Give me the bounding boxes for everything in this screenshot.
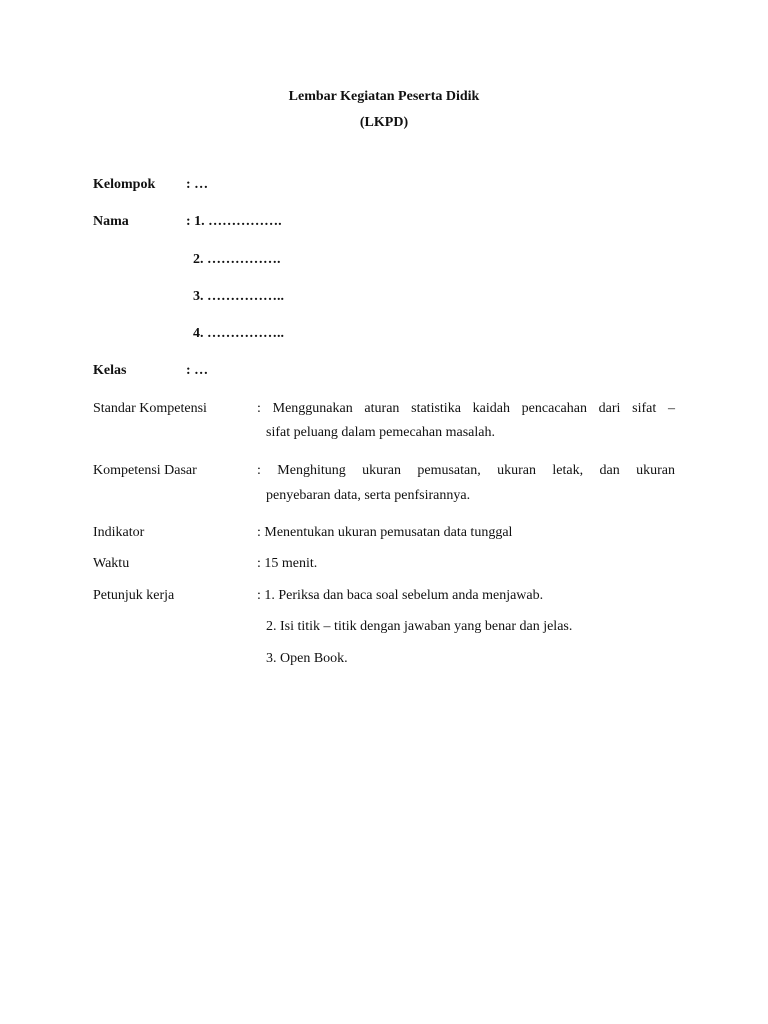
nama-entry-1: : 1. ……………. — [186, 214, 282, 229]
kelas-label: Kelas — [93, 363, 127, 378]
nama-entry-2: 2. ……………. — [193, 252, 281, 267]
petunjuk-kerja-label: Petunjuk kerja — [93, 588, 175, 603]
kompetensi-dasar-label: Kompetensi Dasar — [93, 463, 197, 478]
nama-label: Nama — [93, 214, 129, 229]
standar-kompetensi-line-2: sifat peluang dalam pemecahan masalah. — [266, 425, 495, 440]
waktu-value: : 15 menit. — [257, 556, 318, 571]
kelas-value: : … — [186, 363, 209, 378]
kompetensi-dasar-line-2: penyebaran data, serta penfsirannya. — [266, 488, 471, 503]
nama-entry-3: 3. …………….. — [193, 289, 284, 304]
petunjuk-item-3: 3. Open Book. — [266, 651, 348, 666]
petunjuk-item-2: 2. Isi titik – titik dengan jawaban yang benar dan jelas. — [266, 619, 573, 634]
nama-entry-4: 4. …………….. — [193, 326, 284, 341]
indikator-label: Indikator — [93, 525, 145, 540]
petunjuk-item-1: : 1. Periksa dan baca soal sebelum anda menjawab. — [257, 588, 544, 603]
document-title: Lembar Kegiatan Peserta Didik — [288, 89, 480, 104]
kompetensi-dasar-line-1: : Menghitung ukuran pemusatan, ukuran letak, dan ukuran — [257, 463, 675, 478]
document-subtitle: (LKPD) — [359, 115, 409, 130]
standar-kompetensi-label: Standar Kompetensi — [93, 401, 207, 416]
indikator-value: : Menentukan ukuran pemusatan data tunggal — [257, 525, 513, 540]
standar-kompetensi-line-1: : Menggunakan aturan statistika kaidah pencacahan dari sifat – — [257, 401, 675, 416]
kelompok-label: Kelompok — [93, 177, 156, 192]
kelompok-value: : … — [186, 177, 209, 192]
waktu-label: Waktu — [93, 556, 130, 571]
